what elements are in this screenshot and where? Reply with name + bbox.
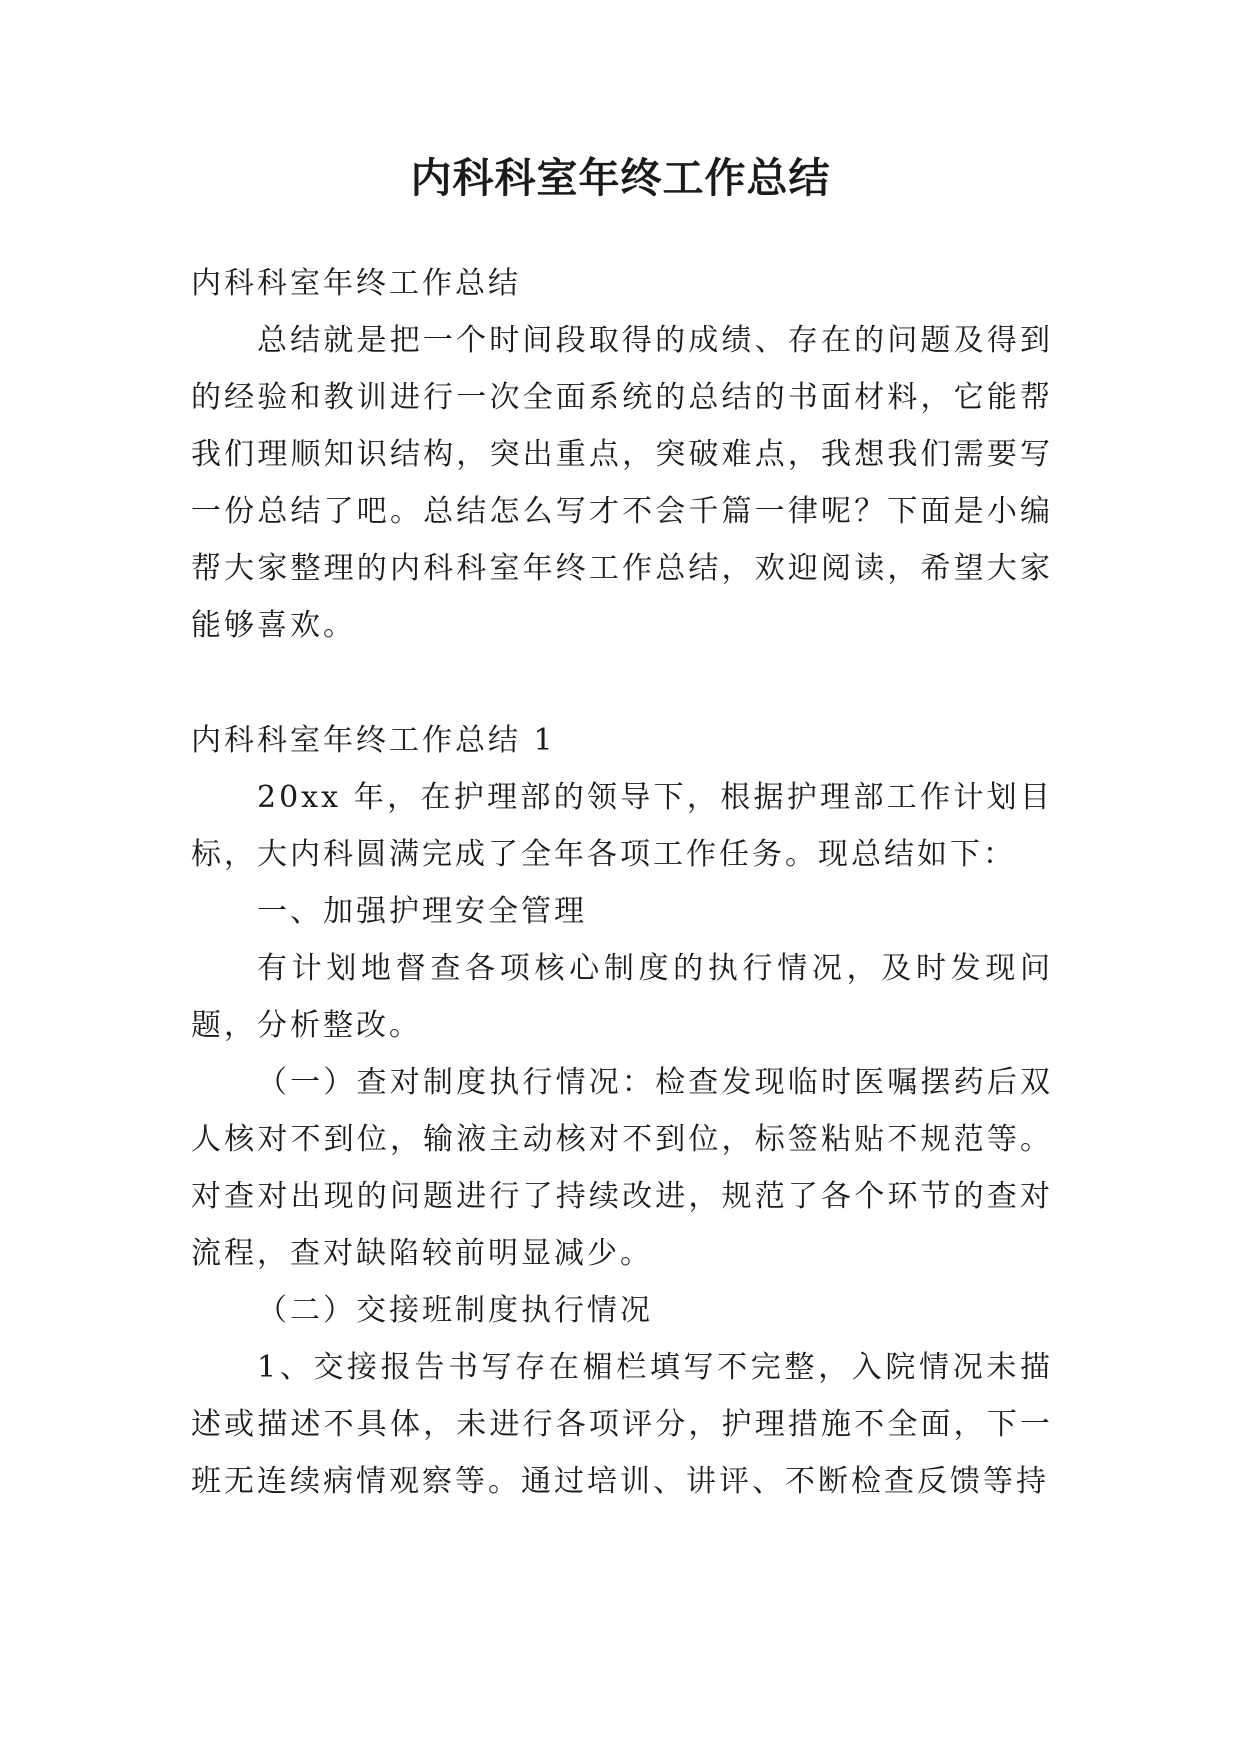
intro-paragraph: 总结就是把一个时间段取得的成绩、存在的问题及得到的经验和教训进行一次全面系统的总结的书面材料，它能帮我们理顺知识结构，突出重点，突破难点，我想我们需要写一份总结了吧。总结怎么写才不会千篇一律呢？下面是小编帮大家整理的内科科室年终工作总结，欢迎阅读，希望大家能够喜欢。: [191, 323, 1053, 643]
paragraph-heading-2: （二）交接班制度执行情况: [257, 1293, 653, 1328]
paragraph-4: 1、交接报告书写存在楣栏填写不完整，入院情况未描述或描述不具体，未进行各项评分，护理措施不全面，下一班无连续病情观察等。通过培训、讲评、不断检查反馈等持: [191, 1350, 1053, 1499]
paragraph-3: （一）查对制度执行情况：检查发现临时医嘱摆药后双人核对不到位，输液主动核对不到位，标签粘贴不规范等。对查对出现的问题进行了持续改进，规范了各个环节的查对流程，查对缺陷较前明显减少。: [191, 1065, 1053, 1271]
paragraph-2: 有计划地督查各项核心制度的执行情况，及时发现问题，分析整改。: [191, 951, 1053, 1043]
document-title: 内科科室年终工作总结: [410, 154, 831, 202]
paragraph-gap: [191, 654, 1053, 712]
paragraph-heading-1: 一、加强护理安全管理: [257, 894, 587, 929]
paragraph-1: 20xx 年，在护理部的领导下，根据护理部工作计划目标，大内科圆满完成了全年各项工作任务。现总结如下：: [191, 780, 1053, 872]
section-heading: 内科科室年终工作总结 1: [191, 723, 556, 758]
document-subtitle: 内科科室年终工作总结: [191, 266, 521, 301]
document-body: [191, 255, 1053, 1510]
